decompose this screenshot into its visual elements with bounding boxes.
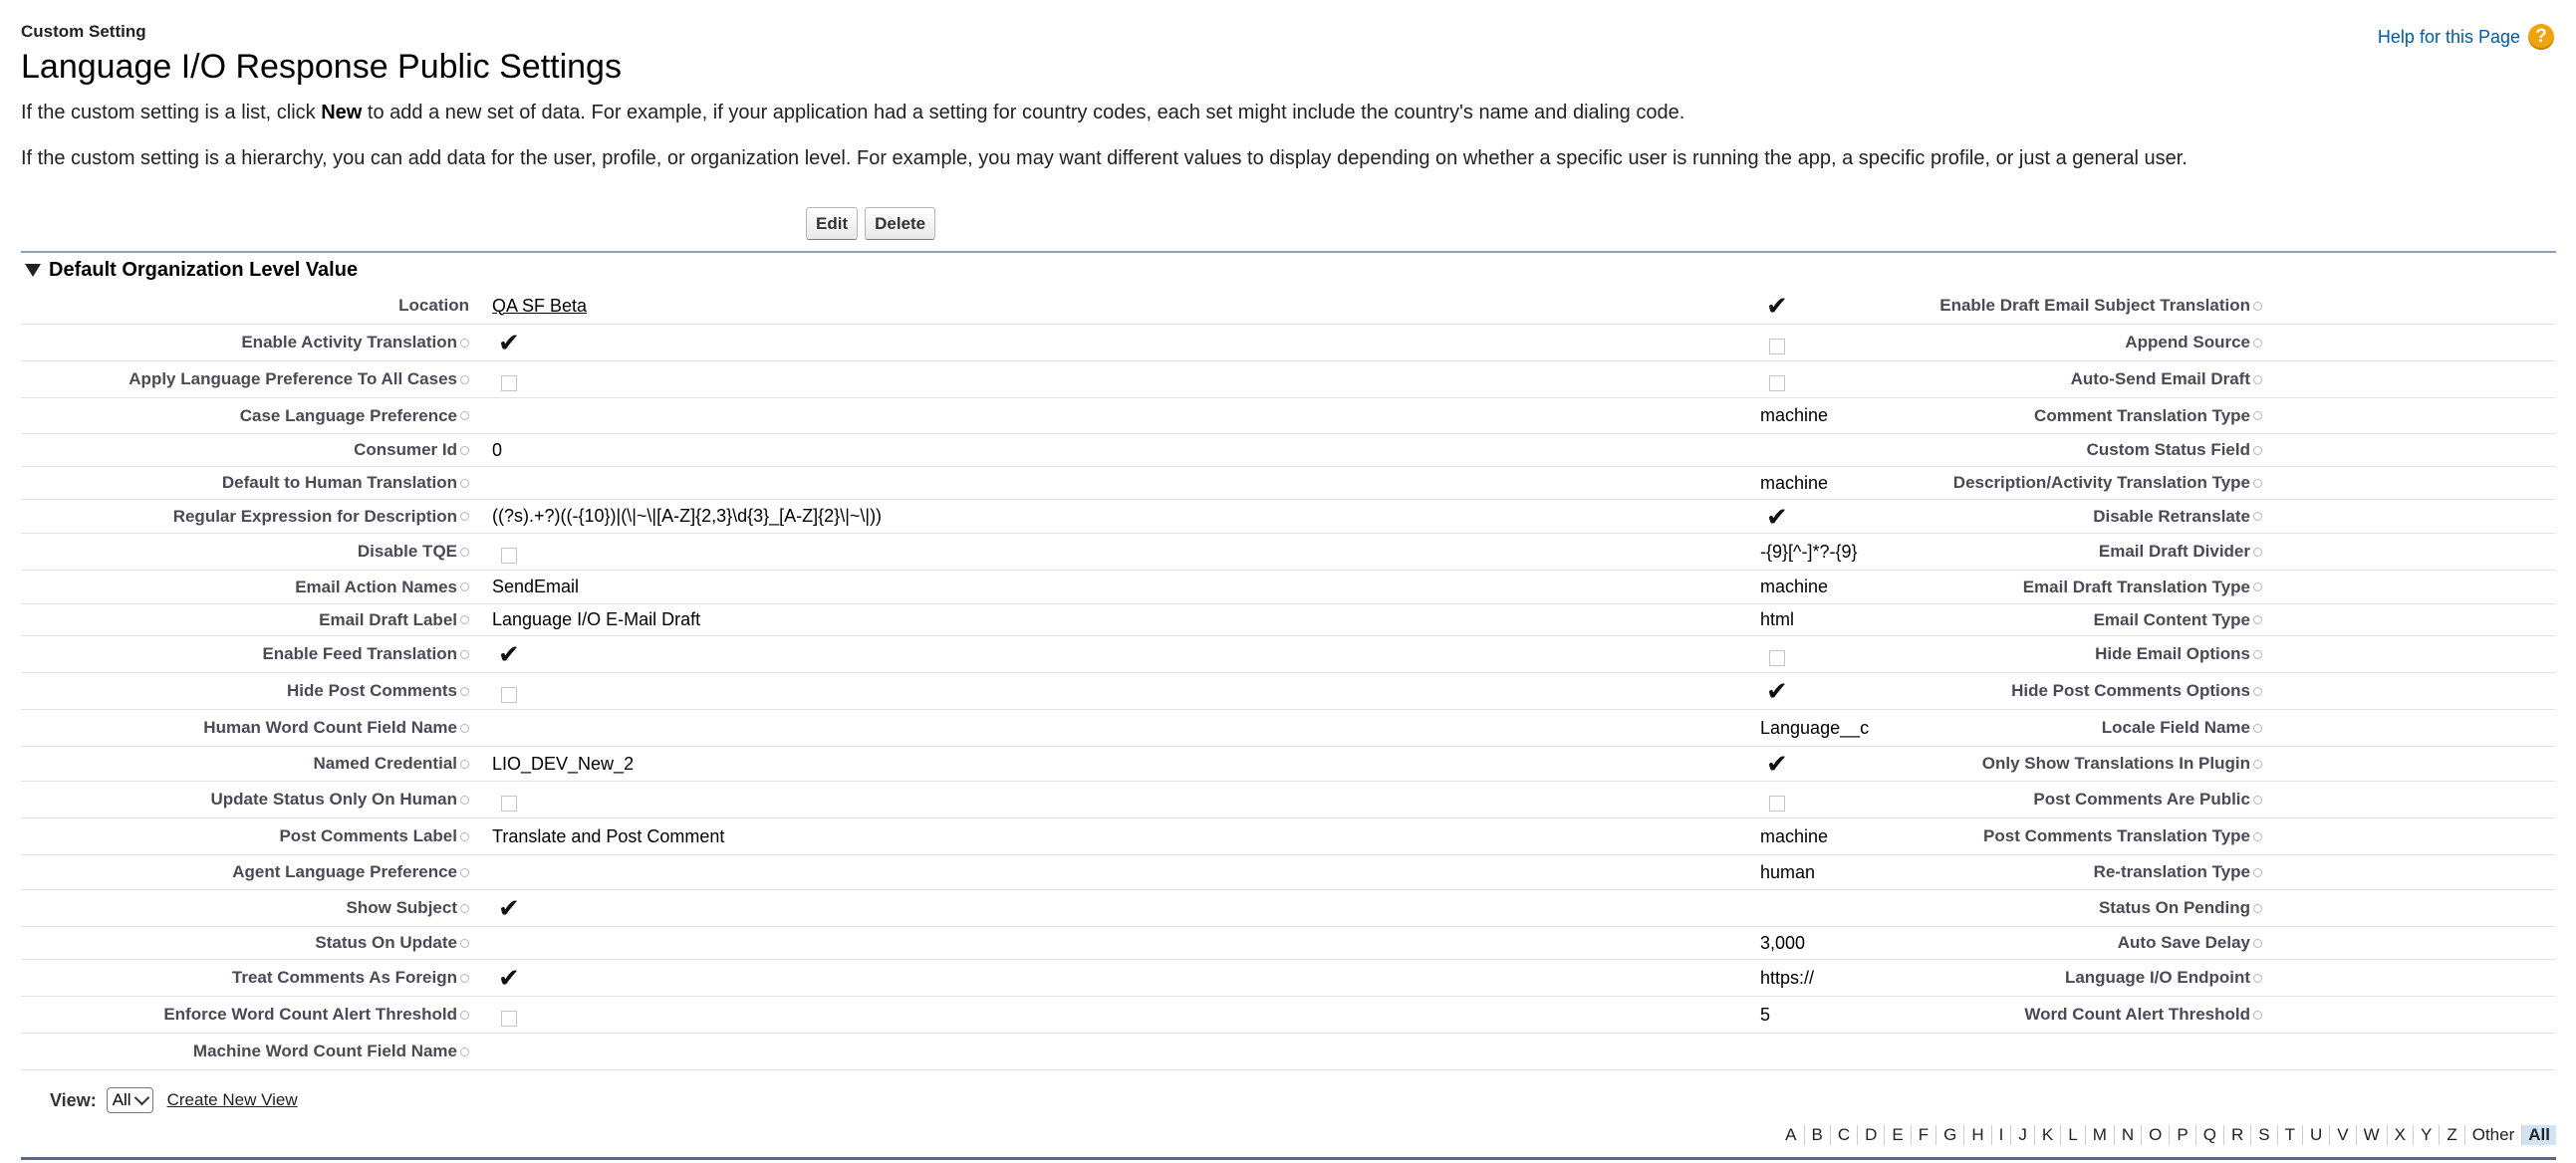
right-field-value-cell (1760, 636, 2537, 672)
info-icon[interactable] (460, 411, 469, 420)
field-label: Auto-Send Email Draft (2070, 369, 2250, 388)
field-label: Auto Save Delay (2117, 933, 2250, 952)
help-icon[interactable]: ? (2528, 24, 2554, 50)
detail-row (21, 673, 2556, 710)
info-icon[interactable] (460, 760, 469, 769)
view-select-value: All (112, 1090, 131, 1109)
detail-row (21, 361, 2556, 398)
info-icon[interactable] (460, 1047, 469, 1056)
alphabet-filter-m[interactable]: M (2086, 1125, 2115, 1145)
right-field-value-cell (1760, 960, 2537, 996)
left-field-value-cell (492, 604, 1289, 635)
unchecked-box-icon (501, 375, 517, 391)
create-new-view-link[interactable]: Create New View (166, 1090, 298, 1109)
field-value: 3,000 (1760, 932, 1806, 953)
right-field-value-cell (1760, 855, 2537, 889)
field-value: ((?s).+?)((-{10})|(\|~\|[A-Z]{2,3}\d{3}_[A-Z]{2}\|~\|)) (492, 506, 883, 526)
view-label: View: (50, 1089, 97, 1110)
view-select[interactable] (107, 1087, 153, 1113)
left-field-value-cell (492, 434, 1289, 466)
detail-row (21, 818, 2556, 855)
left-field-label-cell (21, 818, 469, 854)
field-label: Custom Status Field (2086, 440, 2250, 459)
field-value: -{9}[^-]*?-{9} (1760, 541, 1858, 562)
field-label: Disable Retranslate (2093, 506, 2250, 526)
right-field-value-cell (1760, 782, 2537, 817)
left-field-value-cell (492, 325, 1289, 360)
right-field-value-cell (1760, 500, 2537, 533)
left-field-value-cell (492, 673, 1289, 709)
alphabet-filter-v[interactable]: V (2330, 1125, 2356, 1145)
info-icon[interactable] (460, 796, 469, 805)
left-field-label-cell (21, 398, 469, 433)
field-label: Location (398, 296, 469, 315)
field-value: machine (1760, 472, 1829, 493)
left-field-label-cell (21, 325, 469, 360)
field-label: Email Content Type (2093, 609, 2250, 629)
field-label: Locale Field Name (2101, 718, 2250, 737)
field-label: Post Comments Are Public (2033, 790, 2250, 809)
left-field-value-cell (492, 927, 1289, 959)
field-label: Re-translation Type (2093, 862, 2250, 881)
field-label: Comment Translation Type (2034, 405, 2250, 425)
alphabet-filter-n[interactable]: N (2115, 1125, 2142, 1145)
alphabet-filter-t[interactable]: T (2278, 1125, 2303, 1145)
field-label: Human Word Count Field Name (203, 718, 457, 737)
unchecked-box-icon (1769, 650, 1785, 666)
field-value: html (1760, 609, 1795, 629)
settings-detail-grid (21, 288, 2556, 1070)
field-label: Enable Draft Email Subject Translation (1939, 296, 2250, 315)
left-field-value-cell (492, 534, 1289, 570)
detail-row (21, 855, 2556, 890)
field-label: Show Subject (346, 898, 457, 917)
detail-row (21, 927, 2556, 960)
unchecked-box-icon (501, 796, 517, 812)
detail-row (21, 710, 2556, 747)
left-field-label-cell (21, 673, 469, 709)
info-icon[interactable] (460, 939, 469, 948)
alphabet-filter-a[interactable]: A (1778, 1125, 1804, 1145)
info-icon[interactable] (460, 512, 469, 521)
intro-line1-pre: If the custom setting is a list, click (21, 102, 322, 123)
left-field-label-cell (21, 467, 469, 499)
detail-row (21, 636, 2556, 673)
field-label: Hide Email Options (2095, 644, 2250, 663)
field-label: Email Action Names (295, 577, 457, 596)
info-icon[interactable] (460, 974, 469, 983)
left-field-label-cell (21, 710, 469, 746)
checkmark-icon: ✔ (498, 893, 520, 923)
location-link[interactable]: QA SF Beta (492, 295, 588, 316)
info-icon[interactable] (460, 724, 469, 733)
alphabet-filter-l[interactable]: L (2061, 1125, 2085, 1145)
right-field-value-cell (1760, 997, 2537, 1033)
left-field-label-cell (21, 434, 469, 466)
left-field-label-cell (21, 571, 469, 603)
left-field-label-cell (21, 604, 469, 635)
left-field-value-cell (492, 710, 1289, 746)
help-link-container[interactable] (2378, 24, 2554, 50)
field-label: Agent Language Preference (232, 862, 457, 881)
detail-row (21, 500, 2556, 534)
field-label: Email Draft Divider (2098, 542, 2250, 561)
left-field-value-cell (492, 855, 1289, 889)
field-value: machine (1760, 405, 1829, 425)
right-field-value-cell (1760, 434, 2537, 466)
field-label: Status On Update (315, 933, 457, 952)
field-value: machine (1760, 577, 1829, 596)
left-field-value-cell (492, 361, 1289, 397)
info-icon[interactable] (460, 832, 469, 841)
left-field-label-cell (21, 534, 469, 570)
field-value: 0 (492, 439, 503, 460)
intro-line1-post: to add a new set of data. For example, if your application had a setting for country codes, each set might include the country's name and dialing code. (362, 102, 1685, 123)
detail-row (21, 1034, 2556, 1070)
left-field-label-cell (21, 747, 469, 781)
alphabet-filter-y[interactable]: Y (2414, 1125, 2440, 1145)
info-icon[interactable] (460, 548, 469, 557)
alphabet-filter-h[interactable]: H (1964, 1125, 1991, 1145)
right-field-value-cell (1760, 710, 2537, 746)
field-label: Description/Activity Translation Type (1952, 473, 2250, 492)
field-label: Only Show Translations In Plugin (1981, 754, 2250, 773)
view-bar (50, 1087, 298, 1113)
left-field-value-cell (492, 500, 1289, 533)
alphabet-filter-u[interactable]: U (2303, 1125, 2330, 1145)
left-field-label-cell (21, 1034, 469, 1069)
info-icon[interactable] (460, 446, 469, 455)
right-field-value-cell (1760, 361, 2537, 397)
field-label: Apply Language Preference To All Cases (129, 369, 457, 388)
field-label: Treat Comments As Foreign (231, 968, 457, 987)
right-field-value-cell (1760, 604, 2537, 635)
breadcrumb: Custom Setting (21, 22, 146, 41)
field-label: Post Comments Translation Type (1983, 826, 2250, 845)
alphabet-filter-o[interactable]: O (2142, 1125, 2170, 1145)
alphabet-filter-p[interactable]: P (2170, 1125, 2195, 1145)
alphabet-filter-s[interactable]: S (2251, 1125, 2277, 1145)
alphabet-filter-w[interactable]: W (2357, 1125, 2388, 1145)
field-label: Status On Pending (2098, 898, 2250, 917)
help-for-this-page-link[interactable]: Help for this Page (2377, 26, 2520, 47)
left-field-value-cell (492, 467, 1289, 499)
field-label: Hide Post Comments Options (2011, 681, 2250, 700)
field-label: Email Draft Label (319, 609, 457, 629)
detail-row (21, 747, 2556, 782)
detail-row (21, 890, 2556, 927)
field-label: Enforce Word Count Alert Threshold (163, 1005, 457, 1024)
alphabet-filter-q[interactable]: Q (2196, 1125, 2224, 1145)
collapse-triangle-icon[interactable] (25, 264, 41, 277)
unchecked-box-icon (1769, 339, 1785, 354)
checkmark-icon: ✔ (498, 963, 520, 993)
left-field-label-cell (21, 855, 469, 889)
detail-row (21, 782, 2556, 818)
field-label: Enable Activity Translation (241, 333, 457, 351)
left-field-value-cell (492, 636, 1289, 672)
section-header[interactable] (25, 259, 358, 282)
info-icon[interactable] (460, 1011, 469, 1020)
detail-row (21, 997, 2556, 1034)
left-field-label-cell (21, 361, 469, 397)
detail-row (21, 325, 2556, 361)
field-value: Language__c (1760, 717, 1870, 738)
info-icon[interactable] (460, 868, 469, 877)
right-field-value-cell (1760, 673, 2537, 709)
checkmark-icon: ✔ (1766, 749, 1788, 779)
info-icon[interactable] (460, 479, 469, 488)
detail-row (21, 960, 2556, 997)
section-title: Default Organization Level Value (49, 259, 359, 281)
field-label: Hide Post Comments (287, 681, 457, 700)
edit-button[interactable]: Edit (806, 207, 858, 240)
unchecked-box-icon (501, 687, 517, 703)
intro-hierarchy-text: If the custom setting is a hierarchy, you can add data for the user, profile, or organization level. For example, you may want different values to display depending on whether a specific user is running the app, a specific profile, or just a general user. (21, 147, 2188, 169)
bottom-divider (21, 1157, 2556, 1160)
alphabet-filter-g[interactable]: G (1936, 1125, 1964, 1145)
detail-row (21, 604, 2556, 636)
checkmark-icon: ✔ (1766, 676, 1788, 706)
left-field-value-cell (492, 571, 1289, 603)
field-value: machine (1760, 825, 1829, 846)
detail-row (21, 434, 2556, 467)
right-field-value-cell (1760, 890, 2537, 926)
field-label: Case Language Preference (239, 405, 457, 425)
right-field-value-cell (1760, 325, 2537, 360)
right-field-value-cell (1760, 398, 2537, 433)
left-field-label-cell (21, 636, 469, 672)
alphabet-filter-e[interactable]: E (1885, 1125, 1911, 1145)
alphabet-filter-j[interactable]: J (2011, 1125, 2035, 1145)
field-label: Default to Human Translation (221, 473, 457, 492)
left-field-value-cell (492, 890, 1289, 926)
left-field-value-cell (492, 1034, 1289, 1069)
right-field-value-cell (1760, 571, 2537, 603)
checkmark-icon: ✔ (1766, 291, 1788, 321)
right-field-value-cell (1760, 747, 2537, 781)
checkmark-icon: ✔ (498, 639, 520, 669)
info-icon[interactable] (460, 339, 469, 348)
intro-new-bold: New (321, 102, 363, 123)
left-field-value-cell (492, 818, 1289, 854)
field-label: Append Source (2125, 333, 2250, 351)
chevron-down-icon (133, 1090, 149, 1106)
field-value: https:// (1760, 967, 1815, 988)
checkmark-icon: ✔ (498, 328, 520, 357)
right-field-value-cell (1760, 288, 2537, 324)
intro-list-text (21, 102, 1684, 124)
alphabet-filter-d[interactable]: D (1858, 1125, 1885, 1145)
info-icon[interactable] (460, 615, 469, 624)
info-icon[interactable] (460, 904, 469, 913)
section-divider (21, 251, 2556, 253)
alphabet-filter-b[interactable]: B (1805, 1125, 1831, 1145)
alphabet-filter-f[interactable]: F (1912, 1125, 1936, 1145)
unchecked-box-icon (501, 1011, 517, 1027)
left-field-label-cell (21, 288, 469, 324)
left-field-label-cell (21, 890, 469, 926)
field-value: Language I/O E-Mail Draft (492, 609, 701, 629)
alphabet-filter-k[interactable]: K (2035, 1125, 2061, 1145)
field-value: Translate and Post Comment (492, 825, 725, 846)
left-field-label-cell (21, 782, 469, 817)
unchecked-box-icon (501, 548, 517, 564)
checkmark-icon: ✔ (1766, 501, 1788, 532)
unchecked-box-icon (1769, 375, 1785, 391)
page-title: Language I/O Response Public Settings (21, 48, 622, 86)
field-label: Disable TQE (357, 542, 457, 561)
info-icon[interactable] (460, 650, 469, 659)
detail-row (21, 288, 2556, 325)
left-field-label-cell (21, 500, 469, 533)
field-label: Named Credential (313, 754, 457, 773)
field-label: Word Count Alert Threshold (2024, 1005, 2250, 1024)
field-label: Enable Feed Translation (262, 644, 457, 663)
alphabet-filter-other[interactable]: Other (2465, 1125, 2523, 1145)
left-field-label-cell (21, 960, 469, 996)
info-icon[interactable] (460, 687, 469, 696)
detail-row (21, 571, 2556, 604)
field-label: Machine Word Count Field Name (192, 1042, 457, 1060)
detail-buttons (806, 207, 935, 240)
field-value: SendEmail (492, 577, 580, 596)
alphabet-filter (1778, 1125, 2556, 1145)
alphabet-filter-i[interactable]: I (1992, 1125, 2012, 1145)
field-label: Regular Expression for Description (172, 506, 457, 526)
alphabet-filter-z[interactable]: Z (2440, 1125, 2464, 1145)
field-label: Update Status Only On Human (210, 790, 457, 809)
field-label: Email Draft Translation Type (2022, 577, 2250, 596)
field-label: Consumer Id (354, 440, 457, 459)
right-field-value-cell (1760, 818, 2537, 854)
left-field-value-cell (492, 782, 1289, 817)
info-icon[interactable] (460, 375, 469, 384)
alphabet-filter-all[interactable]: All (2522, 1125, 2556, 1145)
right-field-value-cell (1760, 467, 2537, 499)
page-header (21, 22, 622, 87)
unchecked-box-icon (1769, 796, 1785, 812)
left-field-value-cell (492, 747, 1289, 781)
left-field-label-cell (21, 997, 469, 1033)
field-value: human (1760, 861, 1816, 882)
field-value: 5 (1760, 1004, 1771, 1025)
alphabet-filter-r[interactable]: R (2224, 1125, 2251, 1145)
left-field-value-cell (492, 288, 1289, 324)
field-label: Post Comments Label (279, 826, 457, 845)
detail-row (21, 534, 2556, 571)
detail-row (21, 467, 2556, 500)
field-value: LIO_DEV_New_2 (492, 753, 635, 774)
alphabet-filter-c[interactable]: C (1831, 1125, 1858, 1145)
delete-button[interactable]: Delete (865, 207, 935, 240)
right-field-value-cell (1760, 927, 2537, 959)
detail-row (21, 398, 2556, 434)
field-label: Language I/O Endpoint (2064, 968, 2250, 987)
info-icon[interactable] (460, 582, 469, 591)
left-field-value-cell (492, 398, 1289, 433)
left-field-value-cell (492, 997, 1289, 1033)
alphabet-filter-x[interactable]: X (2388, 1125, 2414, 1145)
left-field-value-cell (492, 960, 1289, 996)
right-field-value-cell (1760, 534, 2537, 570)
left-field-label-cell (21, 927, 469, 959)
